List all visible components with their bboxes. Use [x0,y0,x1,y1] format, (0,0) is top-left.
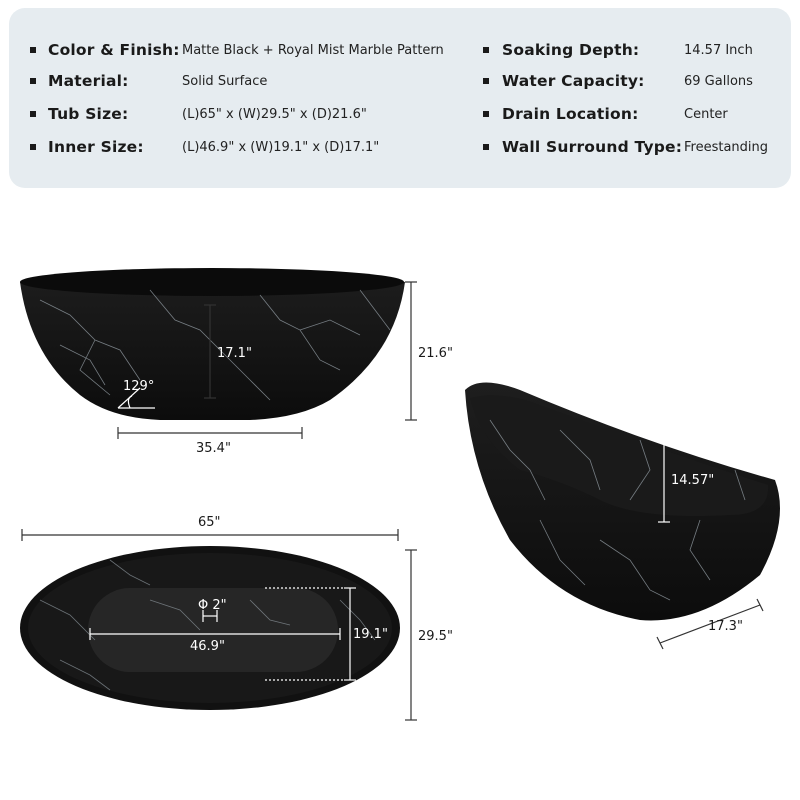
front-bottom-length-label: 35.4" [196,441,231,456]
spec-label: Tub Size: [48,105,129,123]
spec-value: Solid Surface [182,74,268,89]
spec-value: Freestanding [684,140,769,155]
spec-value: 14.57 Inch [684,43,753,58]
front-angle-label: 129° [123,379,155,394]
spec-value: (L)46.9" x (W)19.1" x (D)17.1" [182,140,380,155]
top-view-tub [20,546,400,710]
top-total-width-label: 29.5" [418,629,453,644]
spec-value: Center [684,107,728,122]
top-total-length-label: 65" [198,515,221,530]
spec-label: Water Capacity: [502,72,645,90]
spec-label: Material: [48,72,129,90]
spec-value: Matte Black + Royal Mist Marble Pattern [182,43,444,58]
spec-label: Drain Location: [502,105,639,123]
top-inner-length-label: 46.9" [190,639,225,654]
front-view-tub [20,268,405,420]
front-total-height-label: 21.6" [418,346,453,361]
spec-value: (L)65" x (W)29.5" x (D)21.6" [182,107,367,122]
front-inner-depth-label: 17.1" [217,346,252,361]
perspective-tub [465,383,780,621]
spec-value: 69 Gallons [684,74,753,89]
spec-label: Color & Finish: [48,41,180,59]
perspective-bottom-width-label: 17.3" [708,619,743,634]
spec-label: Wall Surround Type: [502,138,683,156]
top-drain-label: Φ 2" [198,598,227,613]
top-inner-width-label: 19.1" [353,627,388,642]
perspective-soaking-depth-label: 14.57" [671,473,715,488]
spec-label: Soaking Depth: [502,41,640,59]
spec-label: Inner Size: [48,138,144,156]
